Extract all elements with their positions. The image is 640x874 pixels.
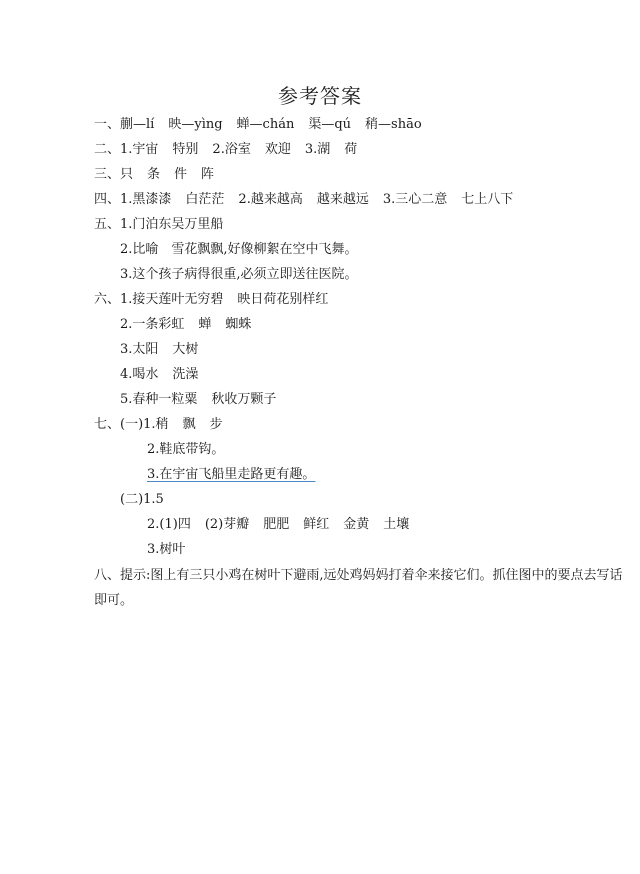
answer-item: 土壤 [383,517,410,532]
answer-item: 蝉 [198,317,212,332]
answer-line-13 [94,416,223,434]
answer-item: 七、(一)1.稍 [94,417,169,432]
answer-item: 3.湖 [304,142,331,157]
answer-line-16: (二)1.5 [120,492,164,507]
answer-item: 欢迎 [264,142,291,157]
answer-item: 三、只 [94,167,134,182]
answer-line-5: 五、1.门泊东吴万里船 [94,217,224,232]
answer-item: 秋收万颗子 [211,392,277,407]
answer-item: 5.春种一粒粟 [120,392,198,407]
answer-item: 六、1.接天莲叶无穷碧 [94,292,224,307]
answer-item: 3.太阳 [120,342,159,357]
answer-item: 白茫茫 [185,192,225,207]
answer-line-3 [94,166,214,184]
pinyin-item: 稍—shāo [365,117,422,132]
answer-item: 大树 [172,342,199,357]
answer-item: 二、1.宇宙 [94,142,159,157]
answer-line-2 [94,141,357,159]
answer-item: 洗澡 [172,367,199,382]
answer-item: (2)芽瓣 [204,517,250,532]
answer-line-1 [94,116,422,134]
answer-item: 荷 [344,142,358,157]
pinyin-item: 映—yìng [168,117,223,132]
answer-item: 蜘蛛 [225,317,252,332]
pinyin-item: 蝉—chán [236,117,295,132]
answer-line-15: 3.在宇宙飞船里走路更有趣。 [147,467,316,482]
answer-item: 七上八下 [461,192,514,207]
answer-line-14: 2.鞋底带钩。 [147,442,225,457]
answer-line-7: 3.这个孩子病得很重,必须立即送往医院。 [120,267,358,282]
answer-line-11 [120,366,198,384]
answer-item: 2.浴室 [212,142,251,157]
answer-item: 件 [174,167,188,182]
answer-item: 2.一条彩虹 [120,317,185,332]
answer-line-10 [120,341,198,359]
answer-line-17 [147,516,409,534]
answer-item: 金黄 [343,517,370,532]
answer-item: 4.喝水 [120,367,159,382]
answer-line-8 [94,291,328,309]
page-title: 参考答案 [278,84,362,108]
answer-item: 鲜红 [303,517,330,532]
answer-item: 肥肥 [263,517,290,532]
answer-item: 3.三心二意 [382,192,448,207]
answer-line-9 [120,316,251,334]
answer-line-12 [120,391,276,409]
pinyin-item: 渠—qú [308,117,352,132]
answer-line-19: 八、提示:图上有三只小鸡在树叶下避雨,远处鸡妈妈打着伞来接它们。抓住图中的要点去写话即可。 [94,568,623,608]
answer-item: 条 [147,167,161,182]
answer-line-4 [94,191,513,209]
answer-item: 越来越远 [316,192,369,207]
pinyin-item: 蒯—lí [120,117,155,132]
answer-line-18: 3.树叶 [147,542,186,557]
answer-item: 步 [209,417,223,432]
answer-item: 阵 [201,167,215,182]
section-label: 一、 [94,117,121,132]
answer-line-6: 2.比喻 雪花飘飘,好像柳絮在空中飞舞。 [120,242,358,257]
answer-item: 特别 [172,142,199,157]
answer-item: 飘 [182,417,196,432]
answer-item: 映日荷花别样红 [237,292,329,307]
answer-item: 2.越来越高 [238,192,303,207]
answer-item: 2.(1)四 [147,517,191,532]
answer-item: 四、1.黑漆漆 [94,192,172,207]
